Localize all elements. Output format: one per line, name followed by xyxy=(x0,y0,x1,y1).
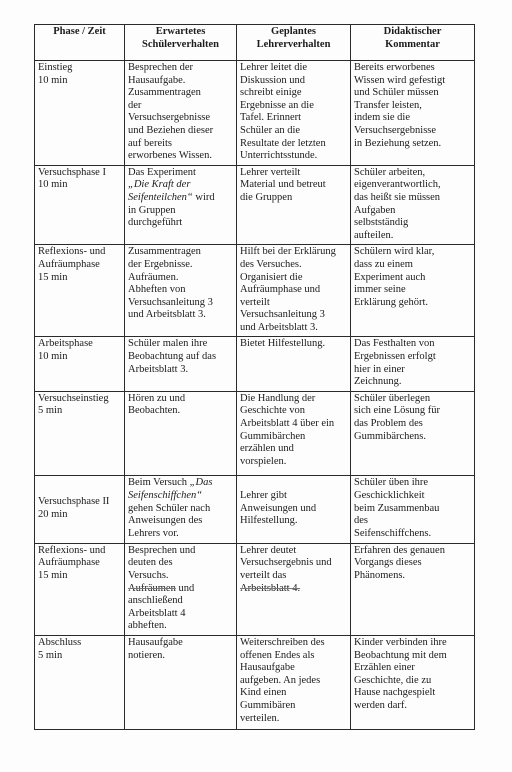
table-row xyxy=(35,245,475,337)
header-student-behavior: Erwartetes Schülerverhalten xyxy=(125,25,237,61)
table-row xyxy=(35,165,475,245)
table-row xyxy=(35,543,475,635)
struck-text: Aufräumen xyxy=(128,582,176,594)
cell-student: Besprechen der Hausaufgabe. Zusammentragen der Versuchsergebnisse und Beziehen dieser auf bereits erworbenes Wissen. xyxy=(125,61,237,166)
lesson-plan-table xyxy=(34,24,475,730)
cell-student: Hausaufgabe notieren. xyxy=(125,636,237,730)
header-phase: Phase / Zeit xyxy=(35,25,125,61)
table-header-row xyxy=(35,25,475,61)
cell-teacher: Lehrer verteilt Material und betreut die Gruppen xyxy=(237,165,351,245)
table-row xyxy=(35,636,475,730)
cell-phase: Arbeitsphase 10 min xyxy=(35,337,125,391)
cell-teacher: Die Handlung der Geschichte von Arbeitsblatt 4 über ein Gummibärchen erzählen und vorspielen. xyxy=(237,391,351,475)
cell-didactic: Bereits erworbenes Wissen wird gefestigt und Schüler müssen Transfer leisten, indem sie die Versuchsergebnisse in Beziehung setzen. xyxy=(351,61,475,166)
cell-didactic: Kinder verbinden ihre Beobachtung mit dem Erzählen einer Geschichte, die zu Hause nachgespielt werden darf. xyxy=(351,636,475,730)
cell-student: Das Experiment „Die Kraft der Seifenteilchen“ wird in Gruppen durchgeführt xyxy=(125,165,237,245)
table-row xyxy=(35,61,475,166)
cell-didactic: Erfahren des genauen Vorgangs dieses Phänomens. xyxy=(351,543,475,635)
cell-phase: Reflexions- und Aufräumphase 15 min xyxy=(35,245,125,337)
cell-student: Besprechen und deuten des Versuchs. Aufräumen und anschließend Arbeitsblatt 4 abheften. xyxy=(125,543,237,635)
cell-student: Schüler malen ihre Beobachtung auf das Arbeitsblatt 3. xyxy=(125,337,237,391)
cell-phase: Reflexions- und Aufräumphase 15 min xyxy=(35,543,125,635)
cell-teacher: Hilft bei der Erklärung des Versuches. Organisiert die Aufräumphase und verteilt Versuchsanleitung 3 und Arbeitsblatt 3. xyxy=(237,245,351,337)
cell-teacher: Lehrer leitet die Diskussion und schreibt einige Ergebnisse an die Tafel. Erinnert Schüler an die Resultate der letzten Unterrichtsstunde. xyxy=(237,61,351,166)
cell-phase: Versuchseinstieg 5 min xyxy=(35,391,125,475)
cell-teacher: Lehrer deutet Versuchsergebnis und verteilt das Arbeitsblatt 4. xyxy=(237,543,351,635)
header-teacher-behavior: Geplantes Lehrerverhalten xyxy=(237,25,351,61)
cell-phase: Versuchsphase II 20 min xyxy=(35,475,125,543)
cell-didactic: Das Festhalten von Ergebnissen erfolgt hier in einer Zeichnung. xyxy=(351,337,475,391)
cell-didactic: Schüler überlegen sich eine Lösung für das Problem des Gummibärchens. xyxy=(351,391,475,475)
table-row xyxy=(35,337,475,391)
table-row xyxy=(35,475,475,543)
cell-phase: Abschluss 5 min xyxy=(35,636,125,730)
cell-student: Beim Versuch „Das Seifenschiffchen“ gehen Schüler nach Anweisungen des Lehrers vor. xyxy=(125,475,237,543)
cell-teacher: Bietet Hilfestellung. xyxy=(237,337,351,391)
table-row xyxy=(35,391,475,475)
cell-student: Zusammentragen der Ergebnisse. Aufräumen. Abheften von Versuchsanleitung 3 und Arbeitsblatt 3. xyxy=(125,245,237,337)
cell-phase: Versuchsphase I 10 min xyxy=(35,165,125,245)
cell-didactic: Schülern wird klar, dass zu einem Experiment auch immer seine Erklärung gehört. xyxy=(351,245,475,337)
cell-teacher: Weiterschreiben des offenen Endes als Hausaufgabe aufgeben. An jedes Kind einen Gummibären verteilen. xyxy=(237,636,351,730)
cell-didactic: Schüler üben ihre Geschicklichkeit beim Zusammenbau des Seifenschiffchens. xyxy=(351,475,475,543)
cell-student: Hören zu und Beobachten. xyxy=(125,391,237,475)
experiment-title: „Das Seifenschiffchen“ xyxy=(128,477,213,501)
header-didactic-comment: Didaktischer Kommentar xyxy=(351,25,475,61)
struck-text: Arbeitsblatt 4. xyxy=(240,582,301,594)
experiment-title: „Die Kraft der Seifenteilchen“ xyxy=(128,179,193,203)
cell-teacher: Lehrer gibt Anweisungen und Hilfestellung. xyxy=(237,475,351,543)
cell-phase: Einstieg 10 min xyxy=(35,61,125,166)
cell-didactic: Schüler arbeiten, eigenverantwortlich, das heißt sie müssen Aufgaben selbstständig aufteilen. xyxy=(351,165,475,245)
